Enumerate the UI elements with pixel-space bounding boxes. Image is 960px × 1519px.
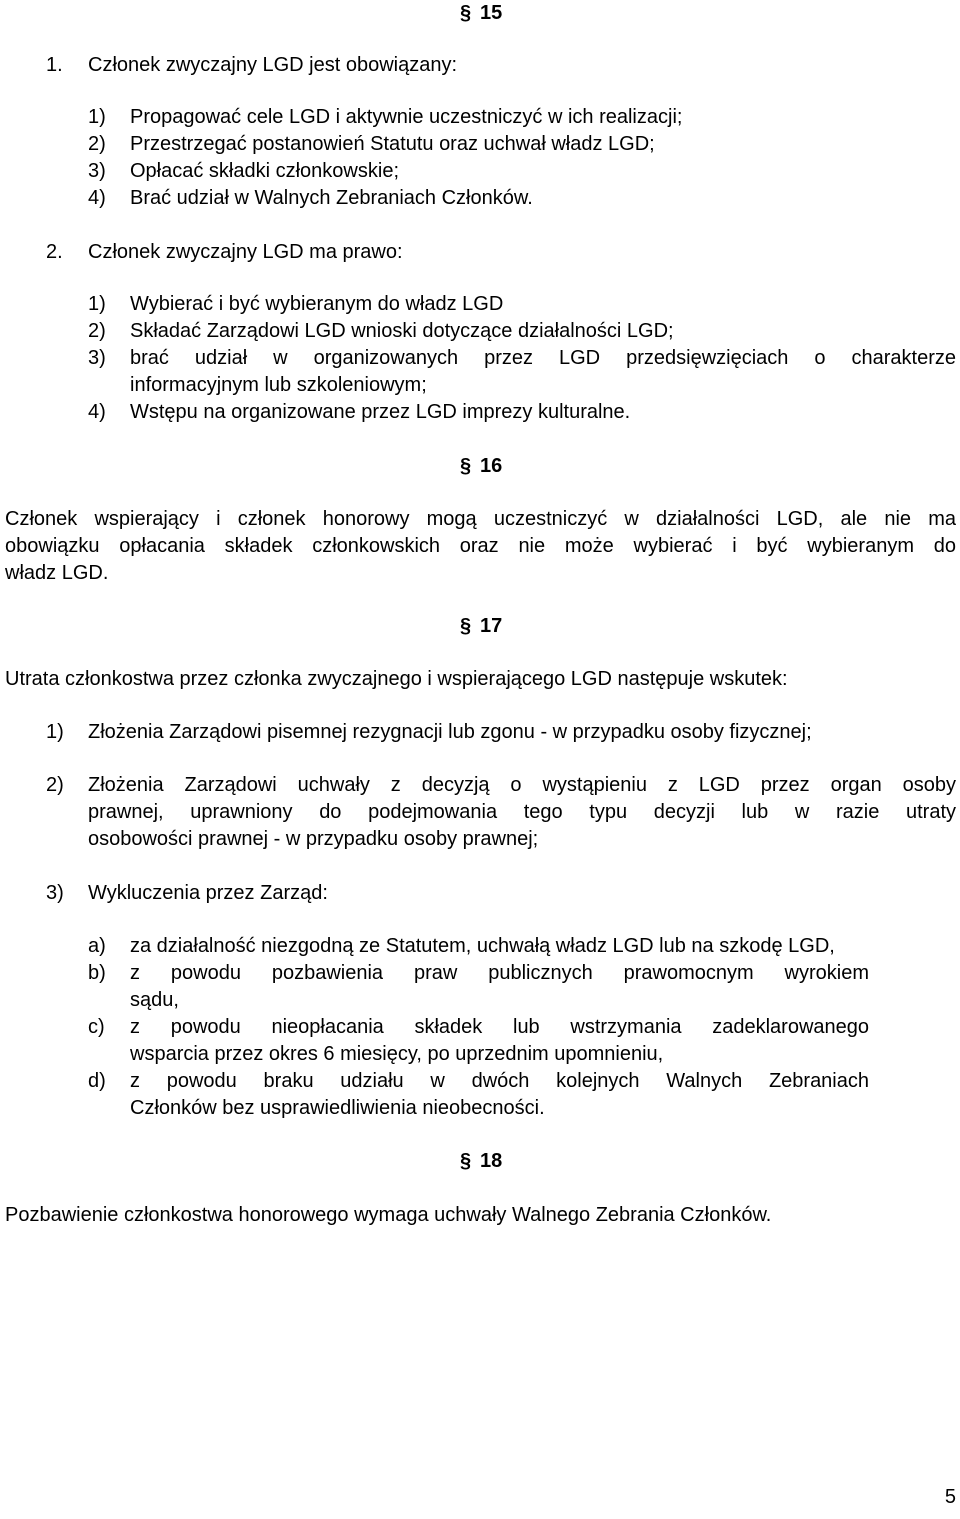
list-item-text: Wybierać i być wybieranym do władz LGD bbox=[130, 293, 504, 315]
sub-item-text-continuation: wsparcia przez okres 6 miesięcy, po uprzednim upomnieniu, bbox=[130, 1043, 664, 1065]
list-item-text: Złożenia Zarządowi uchwały z decyzją o wystąpieniu z LGD przez organ osoby bbox=[88, 774, 956, 796]
list-item-number: 2) bbox=[88, 133, 106, 155]
section-number: 17 bbox=[480, 615, 503, 637]
list-item-number: 3) bbox=[46, 882, 64, 904]
section-sign: § bbox=[460, 615, 472, 637]
section-heading-16 bbox=[460, 453, 502, 480]
section-number: 15 bbox=[480, 2, 503, 24]
section-heading-18 bbox=[460, 1148, 502, 1175]
list-item-text: Propagować cele LGD i aktywnie uczestniczyć w ich realizacji; bbox=[130, 106, 683, 128]
point-text: Członek zwyczajny LGD jest obowiązany: bbox=[88, 54, 458, 76]
section-number: 18 bbox=[480, 1150, 503, 1172]
list-item-text-continuation: prawnej, uprawniony do podejmowania tego typu decyzji lub w razie utraty bbox=[88, 801, 956, 823]
paragraph-line: Członek wspierający i członek honorowy mogą uczestniczyć w działalności LGD, ale nie ma bbox=[5, 508, 956, 530]
list-item-number: 4) bbox=[88, 187, 106, 209]
sub-item-text: z powodu braku udziału w dwóch kolejnych Walnych Zebraniach bbox=[130, 1070, 869, 1092]
list-item-text: Przestrzegać postanowień Statutu oraz uchwał władz LGD; bbox=[130, 133, 655, 155]
list-item-number: 2) bbox=[88, 320, 106, 342]
sub-item-text: za działalność niezgodną ze Statutem, uchwałą władz LGD lub na szkodę LGD, bbox=[130, 935, 835, 957]
list-item-text: brać udział w organizowanych przez LGD przedsięwzięciach o charakterze bbox=[130, 347, 956, 369]
list-item-number: 2) bbox=[46, 774, 64, 796]
list-item-text-continuation: osobowości prawnej - w przypadku osoby prawnej; bbox=[88, 828, 539, 850]
list-item-text: Brać udział w Walnych Zebraniach Członków. bbox=[130, 187, 533, 209]
list-item-text: Opłacać składki członkowskie; bbox=[130, 160, 399, 182]
list-item-text-continuation: informacyjnym lub szkoleniowym; bbox=[130, 374, 427, 396]
list-item-number: 4) bbox=[88, 401, 106, 423]
paragraph-text: Pozbawienie członkostwa honorowego wymaga uchwały Walnego Zebrania Członków. bbox=[5, 1204, 772, 1226]
list-item-number: 1) bbox=[88, 106, 106, 128]
point-number: 2. bbox=[46, 241, 63, 263]
paragraph-line: władz LGD. bbox=[5, 562, 109, 584]
section-sign: § bbox=[460, 455, 472, 477]
sub-item-letter: b) bbox=[88, 962, 106, 984]
paragraph-line: obowiązku opłacania składek członkowskich oraz nie może wybierać i być wybieranym do bbox=[5, 535, 956, 557]
section-heading-17 bbox=[460, 613, 502, 640]
section-heading-15 bbox=[460, 0, 502, 27]
sub-item-text: z powodu nieopłacania składek lub wstrzymania zadeklarowanego bbox=[130, 1016, 869, 1038]
page-number: 5 bbox=[944, 1486, 956, 1508]
list-item-text: Złożenia Zarządowi pisemnej rezygnacji lub zgonu - w przypadku osoby fizycznej; bbox=[88, 721, 812, 743]
section-sign: § bbox=[460, 2, 472, 24]
list-item-number: 1) bbox=[88, 293, 106, 315]
list-item-text: Wstępu na organizowane przez LGD imprezy kulturalne. bbox=[130, 401, 631, 423]
sub-item-text-continuation: Członków bez usprawiedliwienia nieobecności. bbox=[130, 1097, 545, 1119]
sub-item-text: z powodu pozbawienia praw publicznych prawomocnym wyrokiem bbox=[130, 962, 869, 984]
list-item-number: 3) bbox=[88, 160, 106, 182]
sub-item-letter: a) bbox=[88, 935, 106, 957]
point-number: 1. bbox=[46, 54, 63, 76]
list-item-number: 3) bbox=[88, 347, 106, 369]
paragraph-intro: Utrata członkostwa przez członka zwyczajnego i wspierającego LGD następuje wskutek: bbox=[5, 668, 788, 690]
section-number: 16 bbox=[480, 455, 503, 477]
list-item-text: Składać Zarządowi LGD wnioski dotyczące działalności LGD; bbox=[130, 320, 674, 342]
list-item-number: 1) bbox=[46, 721, 64, 743]
point-text: Członek zwyczajny LGD ma prawo: bbox=[88, 241, 403, 263]
section-sign: § bbox=[460, 1150, 472, 1172]
sub-item-text-continuation: sądu, bbox=[130, 989, 179, 1011]
sub-item-letter: d) bbox=[88, 1070, 106, 1092]
list-item-text: Wykluczenia przez Zarząd: bbox=[88, 882, 328, 904]
sub-item-letter: c) bbox=[88, 1016, 105, 1038]
